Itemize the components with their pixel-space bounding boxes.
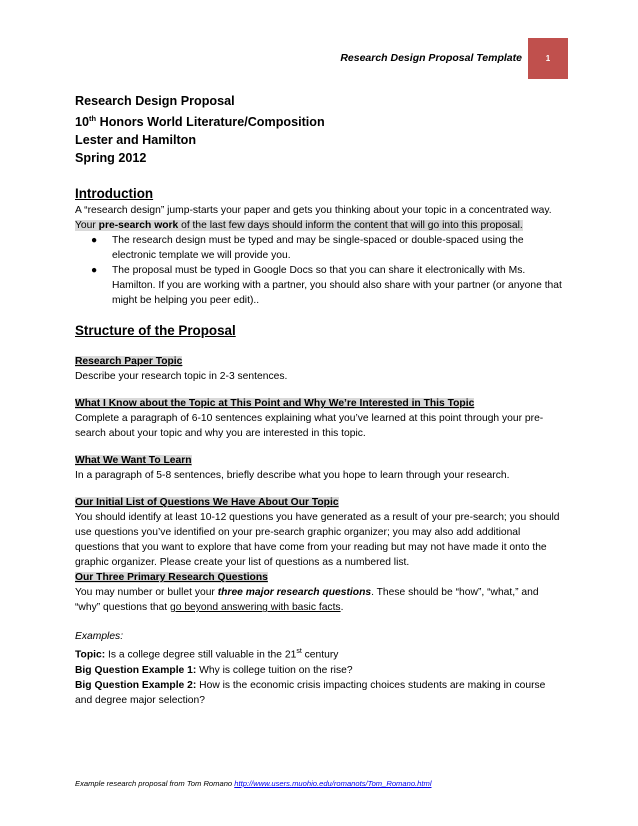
list-item-text: The research design must be typed and may be single-spaced or double-spaced using the electronic template we will provide you.: [112, 235, 524, 262]
course-grade: 10: [75, 115, 90, 130]
example-q1-label: Big Question Example 1:: [75, 664, 197, 676]
section-heading: Research Paper Topic: [75, 356, 183, 368]
section-heading: Our Three Primary Research Questions: [75, 572, 268, 584]
example-q2-text: How is the economic crisis impacting choices students are making in course and degree major selection?: [75, 679, 546, 706]
section-heading: What We Want To Learn: [75, 455, 192, 467]
primary-text-1: You may number or bullet your: [75, 587, 218, 599]
course-grade-suffix: th: [89, 114, 97, 123]
section-primary-questions: [75, 570, 565, 615]
title-block: [75, 92, 565, 167]
examples-block: [75, 629, 565, 707]
page-number-badge: [528, 38, 568, 79]
intro-text-3: of the last few days should inform the content that will go into this proposal.: [178, 220, 523, 232]
footer-link[interactable]: http://www.users.muohio.edu/romanots/Tom_Romano.html: [234, 779, 432, 788]
structure-heading: Structure of the Proposal: [75, 323, 236, 339]
introduction-paragraph: [75, 203, 565, 233]
example-question-2: [75, 678, 565, 708]
bullet-icon: ●: [91, 235, 98, 247]
doc-title: Research Design Proposal: [75, 94, 235, 108]
example-q1-text: Why is college tuition on the rise?: [196, 664, 353, 676]
example-topic: [75, 644, 565, 662]
example-topic-text-2: century: [301, 649, 339, 661]
section-body: Describe your research topic in 2-3 sentences.: [75, 371, 288, 383]
document-body: [75, 92, 565, 708]
footer-text: Example research proposal from Tom Romano: [75, 779, 235, 788]
introduction-heading: Introduction: [75, 186, 154, 202]
footer: [75, 779, 432, 788]
section-body: You should identify at least 10-12 questions you have generated as a result of your pre-search; you should use questions you’ve identified on your pre-search graphic organizer; you may also add additional questions that you want to explore that have come from your reading but may not have made it onto the graphic organizer. Please create your list of questions as a numbered list.: [75, 512, 560, 569]
section-heading: Our Initial List of Questions We Have About Our Topic: [75, 497, 339, 509]
course-name: Honors World Literature/Composition: [96, 115, 325, 130]
section-body: Complete a paragraph of 6-10 sentences explaining what you’ve learned at this point through your pre-search about your topic and why you are interested in this topic.: [75, 413, 544, 440]
example-topic-sup: st: [296, 648, 302, 656]
intro-bold: pre-search work: [98, 220, 179, 232]
section-topic: [75, 354, 565, 384]
example-topic-text: Is a college degree still valuable in the 21: [105, 649, 297, 661]
examples-label: Examples:: [75, 631, 124, 643]
section-body: In a paragraph of 5-8 sentences, briefly describe what you hope to learn through your research.: [75, 470, 510, 482]
primary-emphasis: three major research questions: [217, 587, 372, 599]
primary-text-2: . These should be “how”, “what,” and “why” questions that: [75, 587, 539, 614]
example-q2-label: Big Question Example 2:: [75, 679, 197, 691]
term-line: Spring 2012: [75, 151, 147, 166]
example-question-1: [75, 663, 565, 678]
intro-highlight: [75, 220, 523, 231]
section-want-to-learn: [75, 453, 565, 483]
section-body: [75, 585, 565, 615]
list-item: [91, 263, 565, 308]
course-line: [75, 110, 565, 131]
teachers-line: Lester and Hamilton: [75, 133, 197, 148]
bullet-icon: ●: [91, 265, 98, 277]
section-initial-questions: [75, 495, 565, 570]
section-what-i-know: [75, 396, 565, 441]
primary-underline: go beyond answering with basic facts: [170, 602, 341, 614]
intro-text-1: A “research design” jump-starts your paper and gets you thinking about your topic in a concentrated way.: [75, 205, 552, 217]
intro-text-2: Your: [75, 220, 99, 232]
page-number: 1: [545, 54, 551, 63]
intro-bullet-list: [75, 233, 565, 308]
header-title: Research Design Proposal Template: [340, 52, 522, 64]
section-heading: What I Know about the Topic at This Point and Why We’re Interested in This Topic: [75, 398, 475, 410]
primary-text-3: .: [340, 602, 344, 614]
example-topic-label: Topic:: [75, 649, 106, 661]
list-item-text: The proposal must be typed in Google Docs so that you can share it electronically with Ms. Hamilton. If you are working with a partner, you should also share with your partner (or anyone that might be helping you peer edit)..: [112, 265, 562, 307]
list-item: [91, 233, 565, 263]
